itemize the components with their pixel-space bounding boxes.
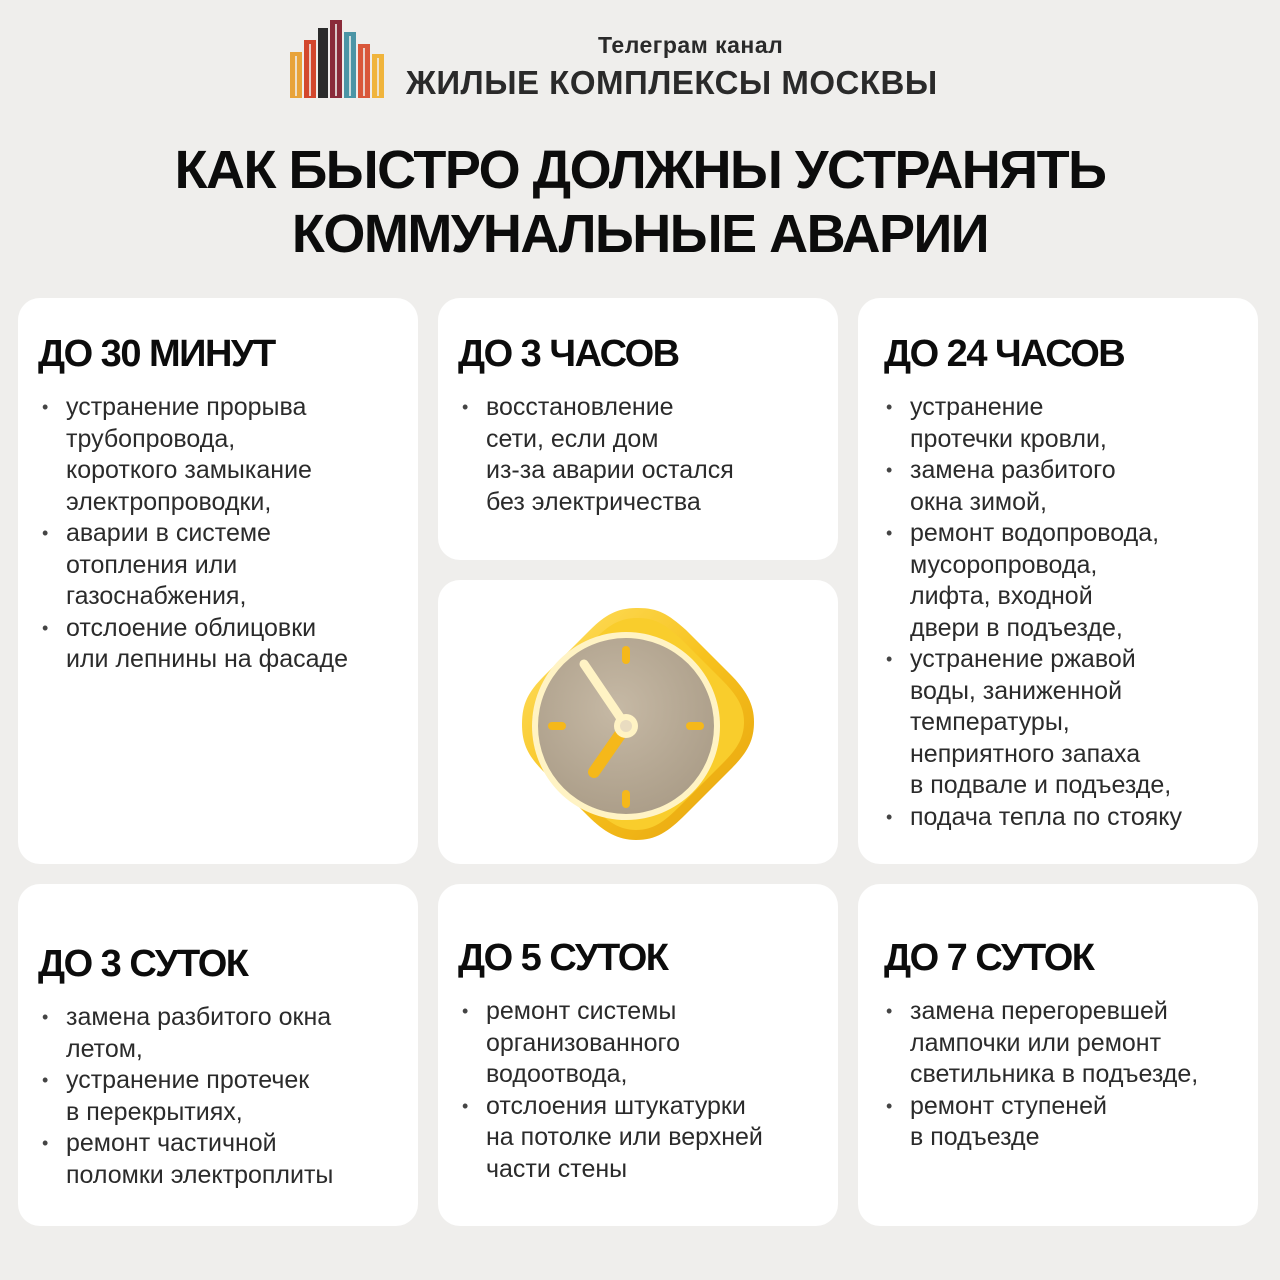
list-item: • устранение протечки кровли,: [884, 392, 1248, 455]
card-heading: ДО 3 ЧАСОВ: [458, 333, 679, 375]
card-list: [460, 996, 832, 1185]
card-heading: ДО 24 ЧАСОВ: [884, 333, 1125, 375]
card-24-hours: [858, 298, 1258, 864]
list-item: • замена разбитого окна летом,: [40, 1002, 408, 1065]
card-7-days: [858, 884, 1258, 1226]
list-item: • ремонт водопровода, мусоропровода, лифта, входной двери в подъезде,: [884, 518, 1248, 644]
city-buildings-icon: [288, 18, 386, 100]
list-item: • устранение ржавой воды, заниженной температуры, неприятного запаха в подвале и подъезде,: [884, 644, 1248, 802]
list-item: • замена перегоревшей лампочки или ремонт светильника в подъезде,: [884, 996, 1252, 1091]
list-item: • подача тепла по стояку: [884, 802, 1248, 834]
page-title: [0, 138, 1280, 266]
card-3-days: [18, 884, 418, 1226]
card-list: [884, 996, 1252, 1154]
list-item: • устранение прорыва трубопровода, короткого замыкание электропроводки,: [40, 392, 408, 518]
list-item: • отслоение облицовки или лепнины на фасаде: [40, 613, 408, 676]
page-title-line-1: КАК БЫСТРО ДОЛЖНЫ УСТРАНЯТЬ: [174, 140, 1106, 200]
header: [0, 0, 1280, 120]
list-item: • замена разбитого окна зимой,: [884, 455, 1248, 518]
list-item: • восстановление сети, если дом из-за аварии остался без электричества: [460, 392, 828, 518]
list-item: • ремонт системы организованного водоотвода,: [460, 996, 832, 1091]
card-3-hours: [438, 298, 838, 560]
card-heading: ДО 7 СУТОК: [884, 937, 1094, 979]
card-5-days: [438, 884, 838, 1226]
card-30-minutes: [18, 298, 418, 864]
channel-subtitle: Телеграм канал: [598, 32, 784, 58]
card-list: [460, 392, 828, 518]
card-heading: ДО 3 СУТОК: [38, 943, 248, 985]
list-item: • аварии в системе отопления или газоснабжения,: [40, 518, 408, 613]
card-heading: ДО 5 СУТОК: [458, 937, 668, 979]
list-item: • устранение протечек в перекрытиях,: [40, 1065, 408, 1128]
channel-name: ЖИЛЫЕ КОМПЛЕКСЫ МОСКВЫ: [406, 64, 938, 101]
card-list: [884, 392, 1248, 833]
card-list: [40, 392, 408, 676]
list-item: • отслоения штукатурки на потолке или верхней части стены: [460, 1091, 832, 1186]
page-title-line-2: КОММУНАЛЬНЫЕ АВАРИИ: [291, 204, 989, 264]
alarm-clock-icon: [508, 594, 768, 854]
list-item: • ремонт частичной поломки электроплиты: [40, 1128, 408, 1191]
card-clock-illustration: [438, 580, 838, 864]
list-item: • ремонт ступеней в подъезде: [884, 1091, 1252, 1154]
card-heading: ДО 30 МИНУТ: [38, 333, 275, 375]
card-list: [40, 1002, 408, 1191]
